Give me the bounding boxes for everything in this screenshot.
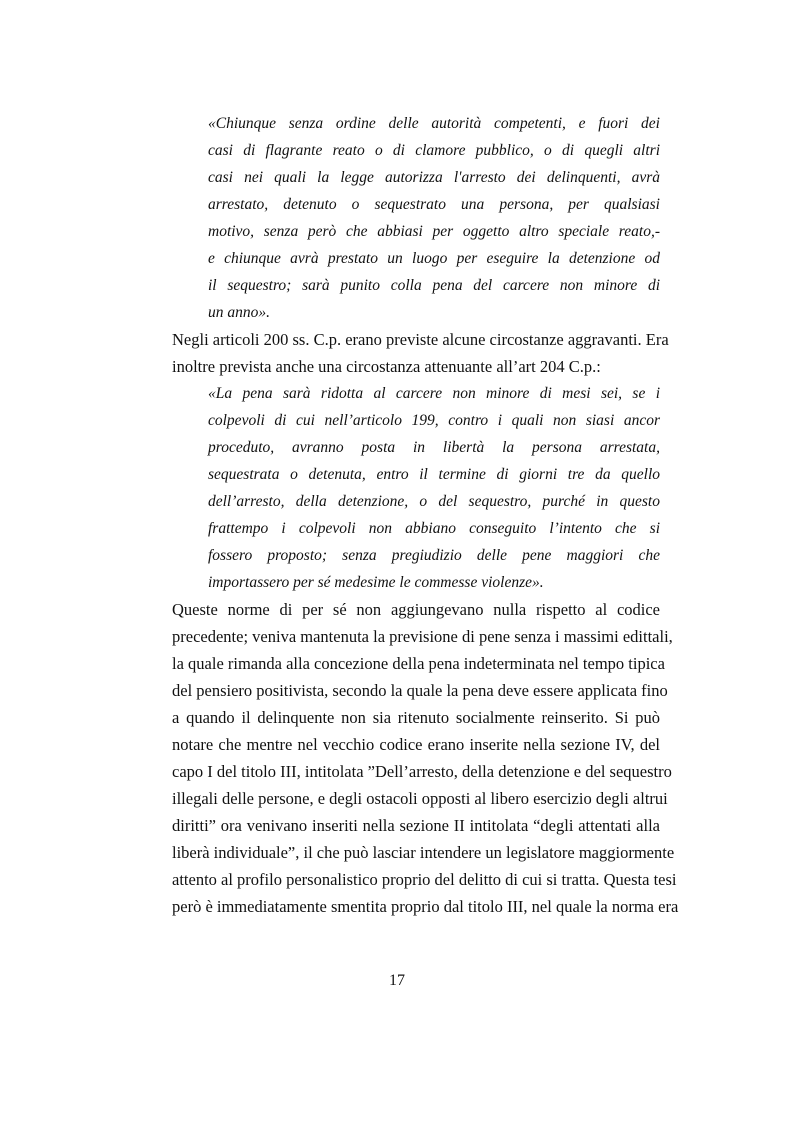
quote-article-199 xyxy=(208,110,660,326)
quote-line: frattempo i colpevoli non abbiano conseguito l’intento che si xyxy=(208,520,660,537)
page-number: 17 xyxy=(389,972,405,989)
quote-line: fossero proposto; senza pregiudizio delle pene maggiori che xyxy=(208,547,660,564)
quote-line: un anno». xyxy=(208,304,270,321)
paragraph-line: Negli articoli 200 ss. C.p. erano previste alcune circostanze aggravanti. Era xyxy=(172,330,669,349)
quote-line: «La pena sarà ridotta al carcere non minore di mesi sei, se i xyxy=(208,385,660,402)
paragraph-commentary xyxy=(172,596,679,920)
paragraph-line: inoltre prevista anche una circostanza attenuante all’art 204 C.p.: xyxy=(172,357,601,376)
quote-line: «Chiunque senza ordine delle autorità competenti, e fuori dei xyxy=(208,115,660,132)
paragraph-line: liberà individuale”, il che può lasciar intendere un legislatore maggiormente xyxy=(172,843,675,862)
paragraph-line: del pensiero positivista, secondo la quale la pena deve essere applicata fino xyxy=(172,681,668,700)
paragraph-line: Queste norme di per sé non aggiungevano nulla rispetto al codice xyxy=(172,600,660,619)
paragraph-line: notare che mentre nel vecchio codice erano inserite nella sezione IV, del xyxy=(172,735,660,754)
quote-line: e chiunque avrà prestato un luogo per eseguire la detenzione od xyxy=(208,250,660,267)
quote-line: importassero per sé medesime le commesse violenze». xyxy=(208,574,544,591)
paragraph-line: diritti” ora venivano inseriti nella sezione II intitolata “degli attentati alla xyxy=(172,816,660,835)
quote-line: dell’arresto, della detenzione, o del sequestro, purché in questo xyxy=(208,493,660,510)
paragraph-aggravating xyxy=(172,326,669,380)
paragraph-line: però è immediatamente smentita proprio dal titolo III, nel quale la norma era xyxy=(172,897,679,916)
paragraph-line: precedente; veniva mantenuta la previsione di pene senza i massimi edittali, xyxy=(172,627,673,646)
paragraph-line: la quale rimanda alla concezione della pena indeterminata nel tempo tipica xyxy=(172,654,665,673)
quote-line: il sequestro; sarà punito colla pena del carcere non minore di xyxy=(208,277,660,294)
quote-line: motivo, senza però che abbiasi per oggetto altro speciale reato,- xyxy=(208,223,660,240)
quote-line: arrestato, detenuto o sequestrato una persona, per qualsiasi xyxy=(208,196,660,213)
quote-line: colpevoli di cui nell’articolo 199, contro i quali non siasi ancor xyxy=(208,412,660,429)
quote-line: sequestrata o detenuta, entro il termine di giorni tre da quello xyxy=(208,466,660,483)
quote-article-204 xyxy=(208,380,660,596)
quote-line: casi nei quali la legge autorizza l'arresto dei delinquenti, avrà xyxy=(208,169,660,186)
paragraph-line: capo I del titolo III, intitolata ”Dell’arresto, della detenzione e del sequestro xyxy=(172,762,672,781)
paragraph-line: attento al profilo personalistico proprio del delitto di cui si tratta. Questa tesi xyxy=(172,870,677,889)
page-body xyxy=(172,110,679,920)
paragraph-line: a quando il delinquente non sia ritenuto socialmente reinserito. Si può xyxy=(172,708,660,727)
paragraph-line: illegali delle persone, e degli ostacoli opposti al libero esercizio degli altrui xyxy=(172,789,668,808)
quote-line: proceduto, avranno posta in libertà la persona arrestata, xyxy=(208,439,660,456)
quote-line: casi di flagrante reato o di clamore pubblico, o di quegli altri xyxy=(208,142,660,159)
